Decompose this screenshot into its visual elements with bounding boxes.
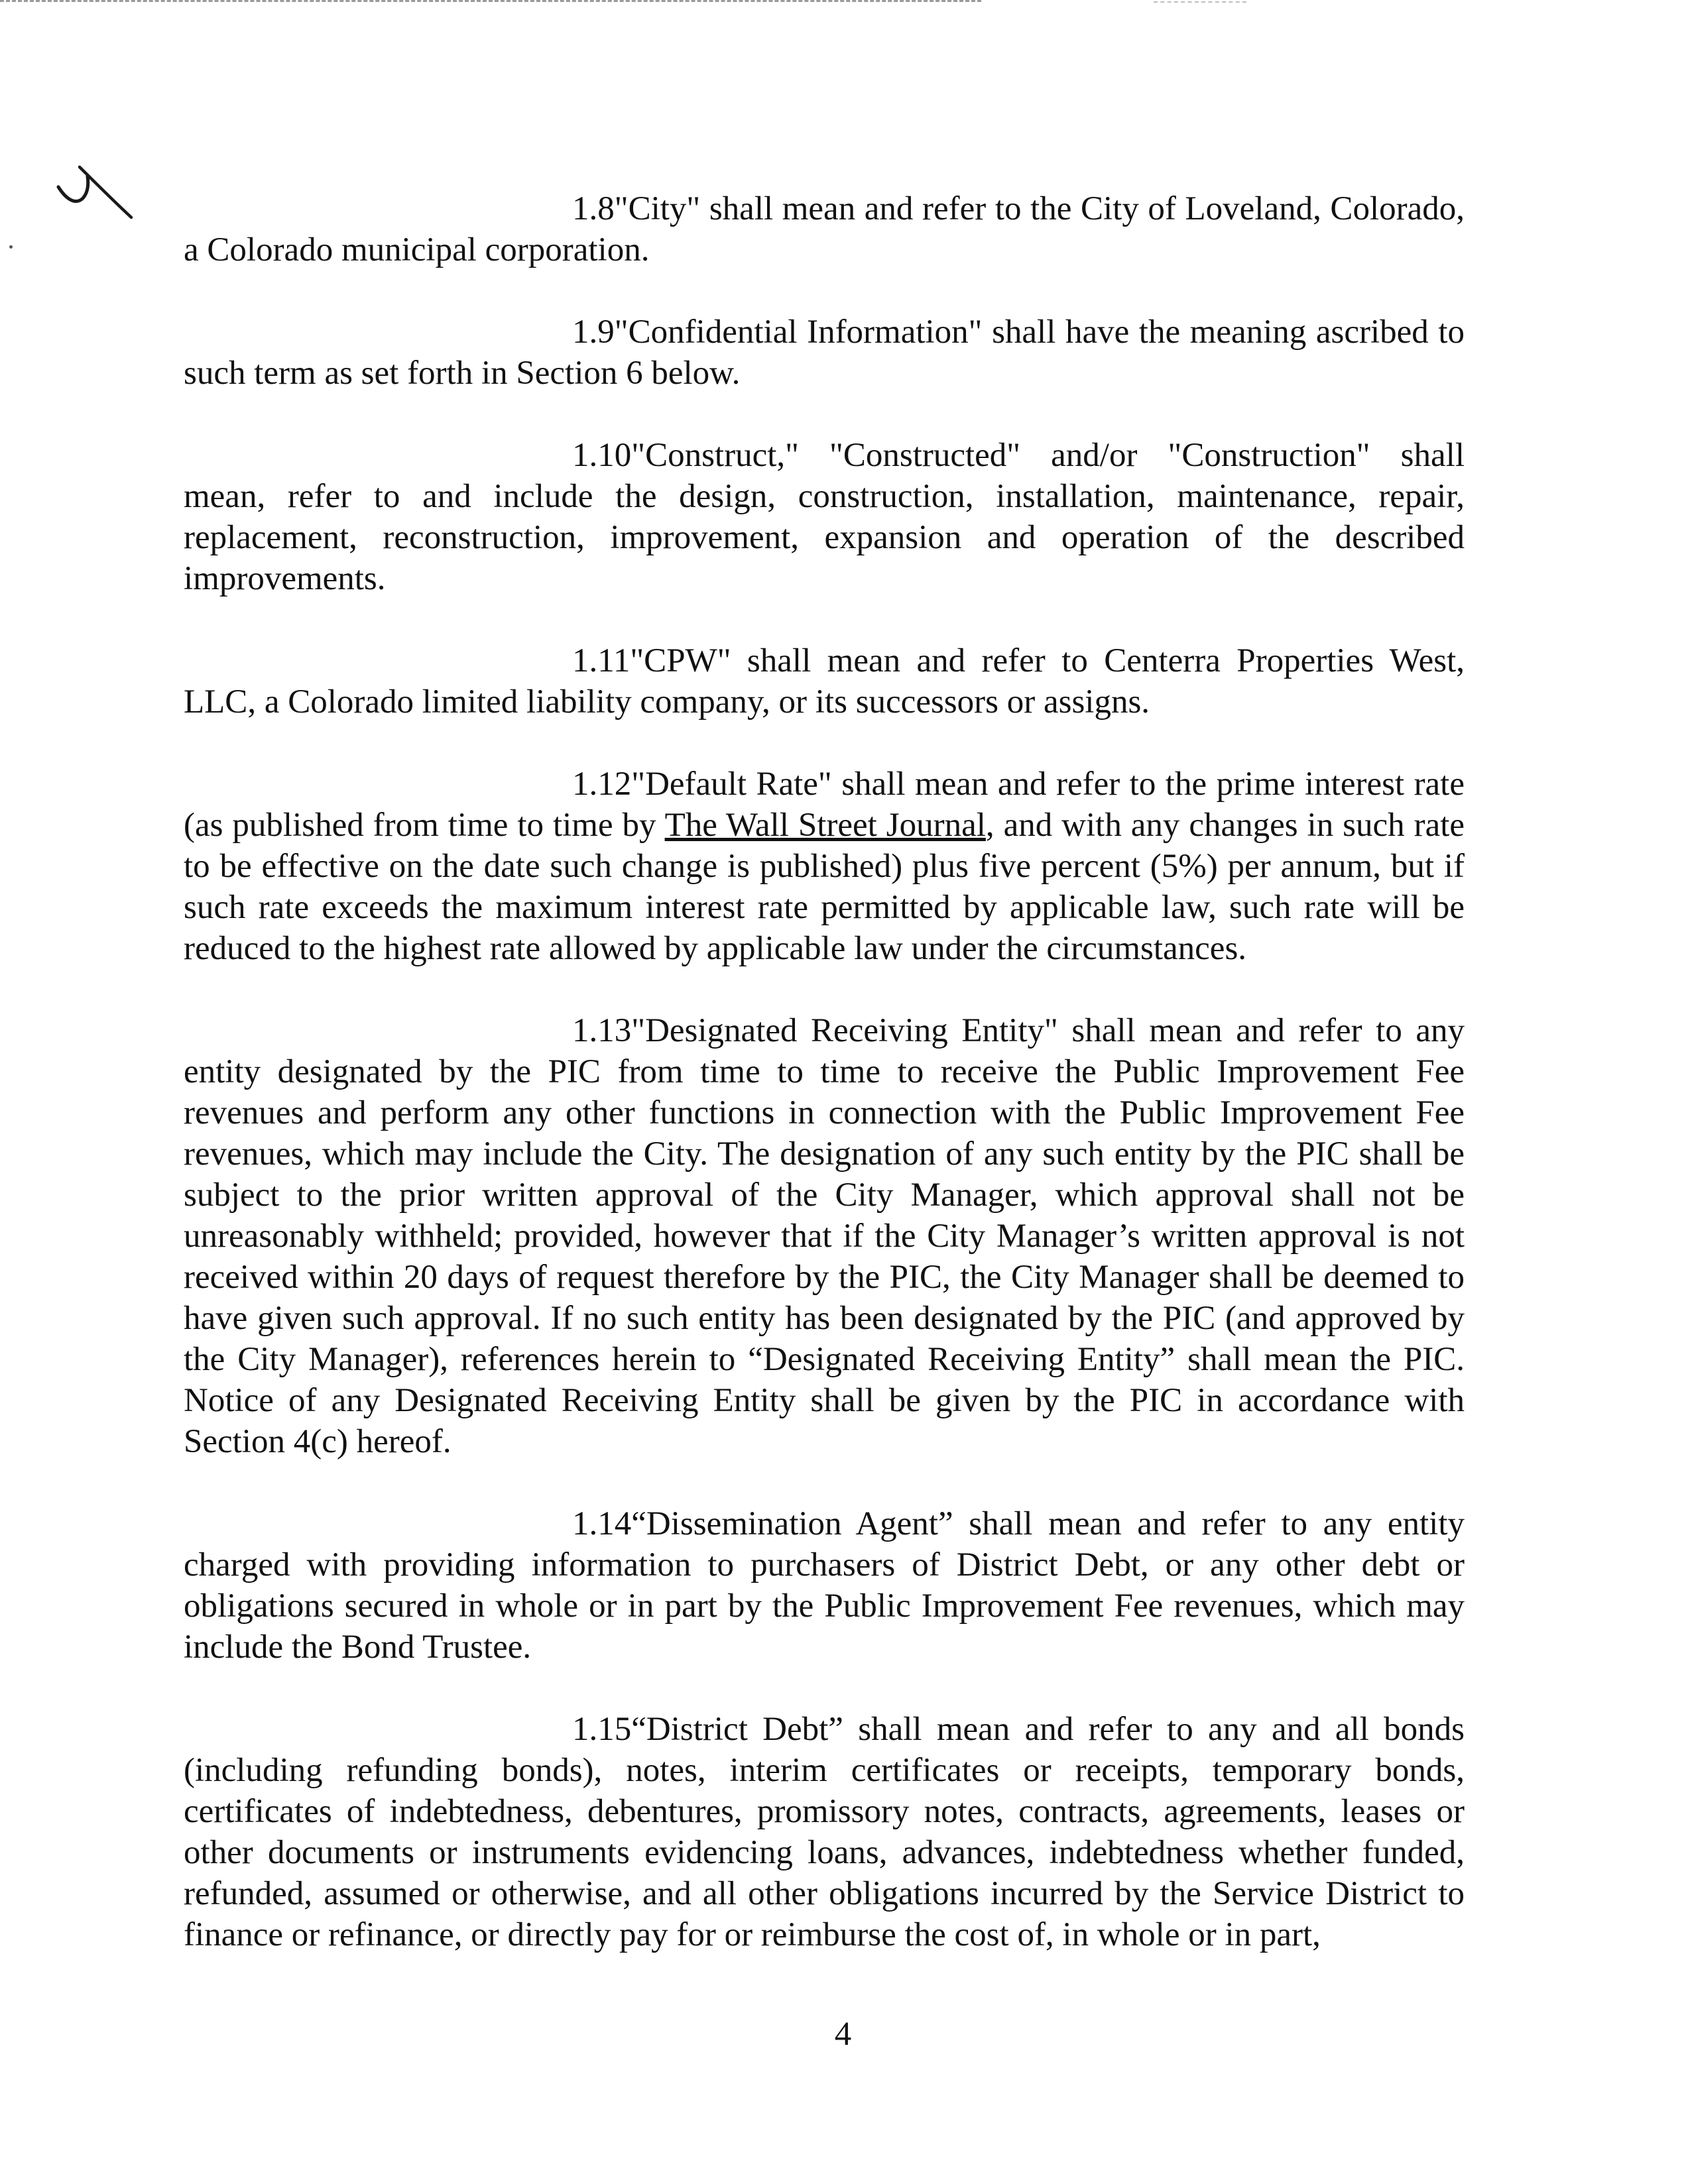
scan-top-edge-fragment xyxy=(1154,1,1246,3)
definition-text: “Dissemination Agent” shall mean and refer to any entity charged with providing information to purchasers of District Debt, or any other debt or obligations secured in whole or in part by the Public Improvement Fee revenues, which may include the Bond Trustee. xyxy=(184,1505,1465,1666)
definition-1-9 xyxy=(184,312,1465,394)
definition-1-15 xyxy=(184,1709,1465,1955)
definition-text: "Construct," "Constructed" and/or "Construction" shall mean, refer to and include the design, construction, installation, maintenance, repair, replacement, reconstruction, improvement, expansion and operation of the described improvements. xyxy=(184,437,1465,597)
section-number: 1.13 xyxy=(572,1012,632,1049)
section-number: 1.14 xyxy=(572,1505,632,1542)
definition-text: "Confidential Information" shall have the meaning ascribed to such term as set forth in Section 6 below. xyxy=(184,314,1465,392)
definition-text: "CPW" shall mean and refer to Centerra Properties West, LLC, a Colorado limited liability company, or its successors or assigns. xyxy=(184,642,1465,720)
definition-1-13 xyxy=(184,1010,1465,1462)
definition-text: "City" shall mean and refer to the City of Loveland, Colorado, a Colorado municipal corporation. xyxy=(184,190,1465,268)
definition-text: “District Debt” shall mean and refer to any and all bonds (including refunding bonds), notes, interim certificates or receipts, temporary bonds, certificates of indebtedness, debentures, promissory notes, contracts, agreements, leases or other documents or instruments evidencing loans, advances, indebtedness whether funded, refunded, assumed or otherwise, and all other obligations incurred by the Service District to finance or refinance, or directly pay for or reimburse the cost of, in whole or in part, xyxy=(184,1711,1465,1953)
section-number: 1.9 xyxy=(572,314,615,351)
section-number: 1.8 xyxy=(572,190,615,227)
definition-text: "Designated Receiving Entity" shall mean and refer to any entity designated by the PIC from time to time to receive the Public Improvement Fee revenues and perform any other functions in connection with the Public Improvement Fee revenues, which may include the City. The designation of any such entity by the PIC shall be subject to the prior written approval of the City Manager, which approval shall not be unreasonably withheld; provided, however that if the City Manager’s written approval is not received within 20 days of request therefore by the PIC, the City Manager shall be deemed to have given such approval. If no such entity has been designated by the PIC (and approved by the City Manager), references herein to “Designated Receiving Entity” shall mean the PIC. Notice of any Designated Receiving Entity shall be given by the PIC in accordance with Section 4(c) hereof. xyxy=(184,1012,1465,1460)
section-number: 1.12 xyxy=(572,766,632,803)
definition-text: "Default Rate" shall mean and refer to the prime interest rate (as published from time to time by xyxy=(184,766,1465,844)
definition-1-14 xyxy=(184,1503,1465,1668)
scan-top-edge xyxy=(0,0,981,2)
definition-1-11 xyxy=(184,640,1465,722)
definition-1-12 xyxy=(184,764,1465,969)
handwritten-check-icon xyxy=(40,152,146,225)
section-number: 1.10 xyxy=(572,437,632,474)
definition-1-8 xyxy=(184,188,1465,270)
section-number: 1.15 xyxy=(572,1711,632,1748)
section-number: 1.11 xyxy=(572,642,631,679)
document-body xyxy=(184,188,1465,1996)
scan-speck xyxy=(9,245,13,249)
definition-1-10 xyxy=(184,435,1465,599)
definition-text-continued: , and with any changes in such rate to be effective on the date such change is published) plus five percent (5%) per annum, but if such rate exceeds the maximum interest rate permitted by applicable law, such rate will be reduced to the highest rate allowed by applicable law under the circumstances. xyxy=(184,807,1465,967)
page-number: 4 xyxy=(834,2016,852,2053)
publication-title: The Wall Street Journal xyxy=(664,807,986,844)
